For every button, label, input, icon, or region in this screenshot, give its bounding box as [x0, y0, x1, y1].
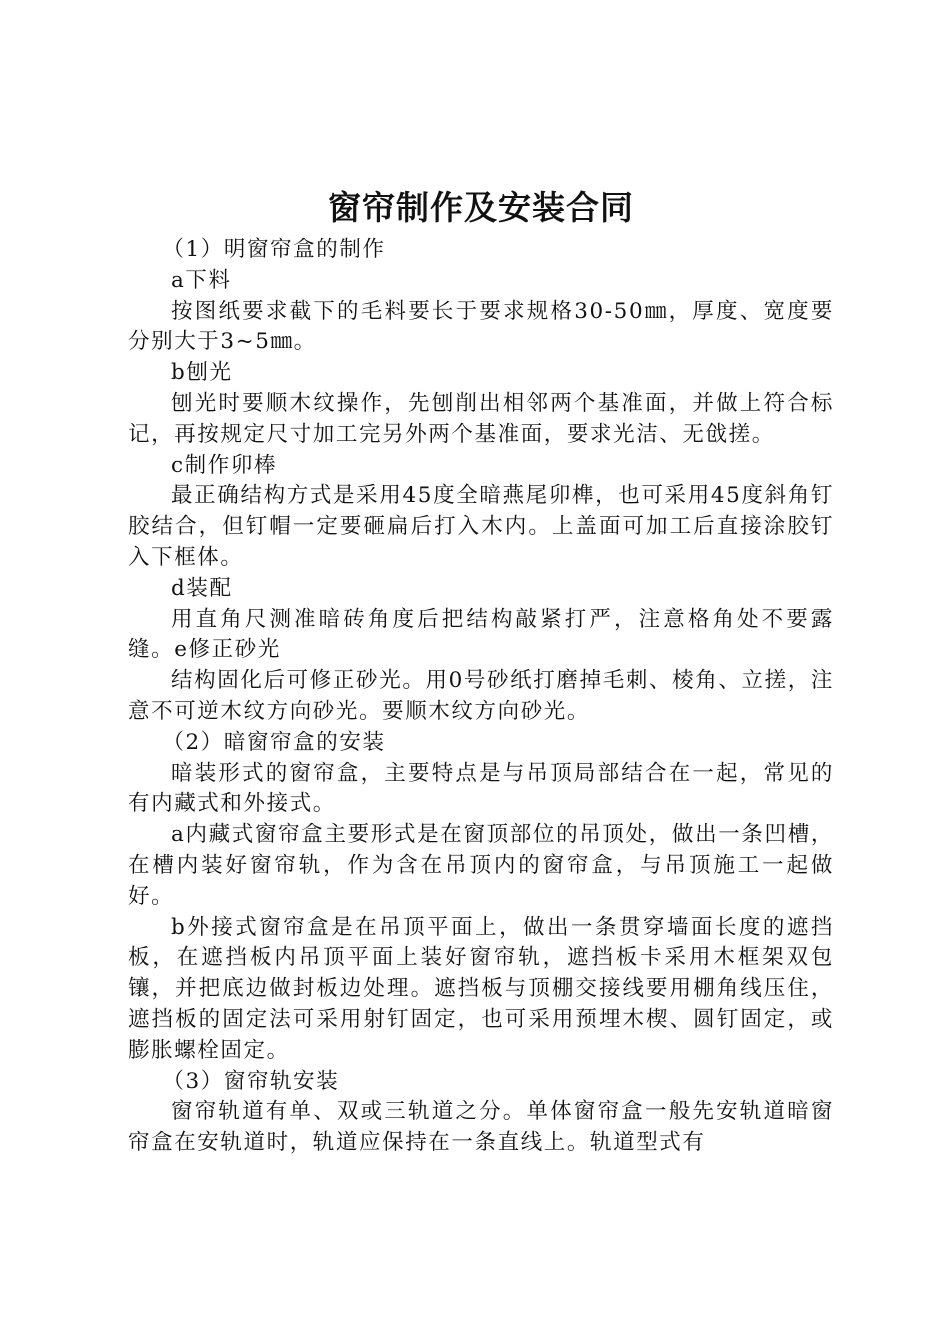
paragraph-assembly: 用直角尺测准暗砖角度后把结构敲紧打严，注意格角处不要露缝。e修正砂光	[128, 606, 834, 663]
section-heading-2: （2）暗窗帘盒的安装	[162, 729, 386, 755]
sub-heading-cutting: a下料	[171, 267, 232, 293]
paragraph-planing: 刨光时要顺木纹操作，先刨削出相邻两个基准面，并做上符合标记，再按规定尺寸加工完另外两个基准面，要求光洁、无戗搓。	[128, 390, 834, 447]
sub-heading-assembly: d装配	[171, 575, 233, 601]
section-heading-1: （1）明窗帘盒的制作	[162, 237, 386, 262]
document-title: 窗帘制作及安装合同	[328, 188, 634, 227]
paragraph-concealed-external: b外接式窗帘盒是在吊顶平面上，做出一条贯穿墙面长度的遮挡板，在遮挡板内吊顶平面上装好窗帘轨，遮挡板卡采用木框架双包镶，并把底边做封板边处理。遮挡板与顶棚交接线要用棚角线压住，遮挡板的固定法可采用射钉固定，也可采用预埋木楔、圆钉固定，或膨胀螺栓固定。	[128, 914, 834, 1063]
sub-heading-tenon: c制作卯棒	[171, 452, 278, 478]
paragraph-concealed-intro: 暗装形式的窗帘盒，主要特点是与吊顶局部结合在一起，常见的有内藏式和外接式。	[128, 760, 834, 817]
document-page	[128, 183, 834, 1159]
section-heading-3: （3）窗帘轨安装	[162, 1068, 340, 1094]
paragraph-cutting: 按图纸要求截下的毛料要长于要求规格30-50㎜，厚度、宽度要分别大于3~5㎜。	[128, 298, 834, 355]
paragraph-track: 窗帘轨道有单、双或三轨道之分。单体窗帘盒一般先安轨道暗窗帘盒在安轨道时，轨道应保持在一条直线上。轨道型式有	[128, 1099, 834, 1156]
paragraph-concealed-internal: a内藏式窗帘盒主要形式是在窗顶部位的吊顶处，做出一条凹槽，在槽内装好窗帘轨，作为含在吊顶内的窗帘盒，与吊顶施工一起做好。	[128, 822, 834, 909]
sub-heading-planing: b刨光	[171, 360, 233, 386]
paragraph-tenon: 最正确结构方式是采用45度全暗燕尾卯榫，也可采用45度斜角钉胶结合，但钉帽一定要砸扁后打入木内。上盖面可加工后直接涂胶钉入下框体。	[128, 483, 834, 570]
paragraph-sanding: 结构固化后可修正砂光。用0号砂纸打磨掉毛刺、棱角、立搓，注意不可逆木纹方向砂光。要顺木纹方向砂光。	[128, 668, 834, 724]
